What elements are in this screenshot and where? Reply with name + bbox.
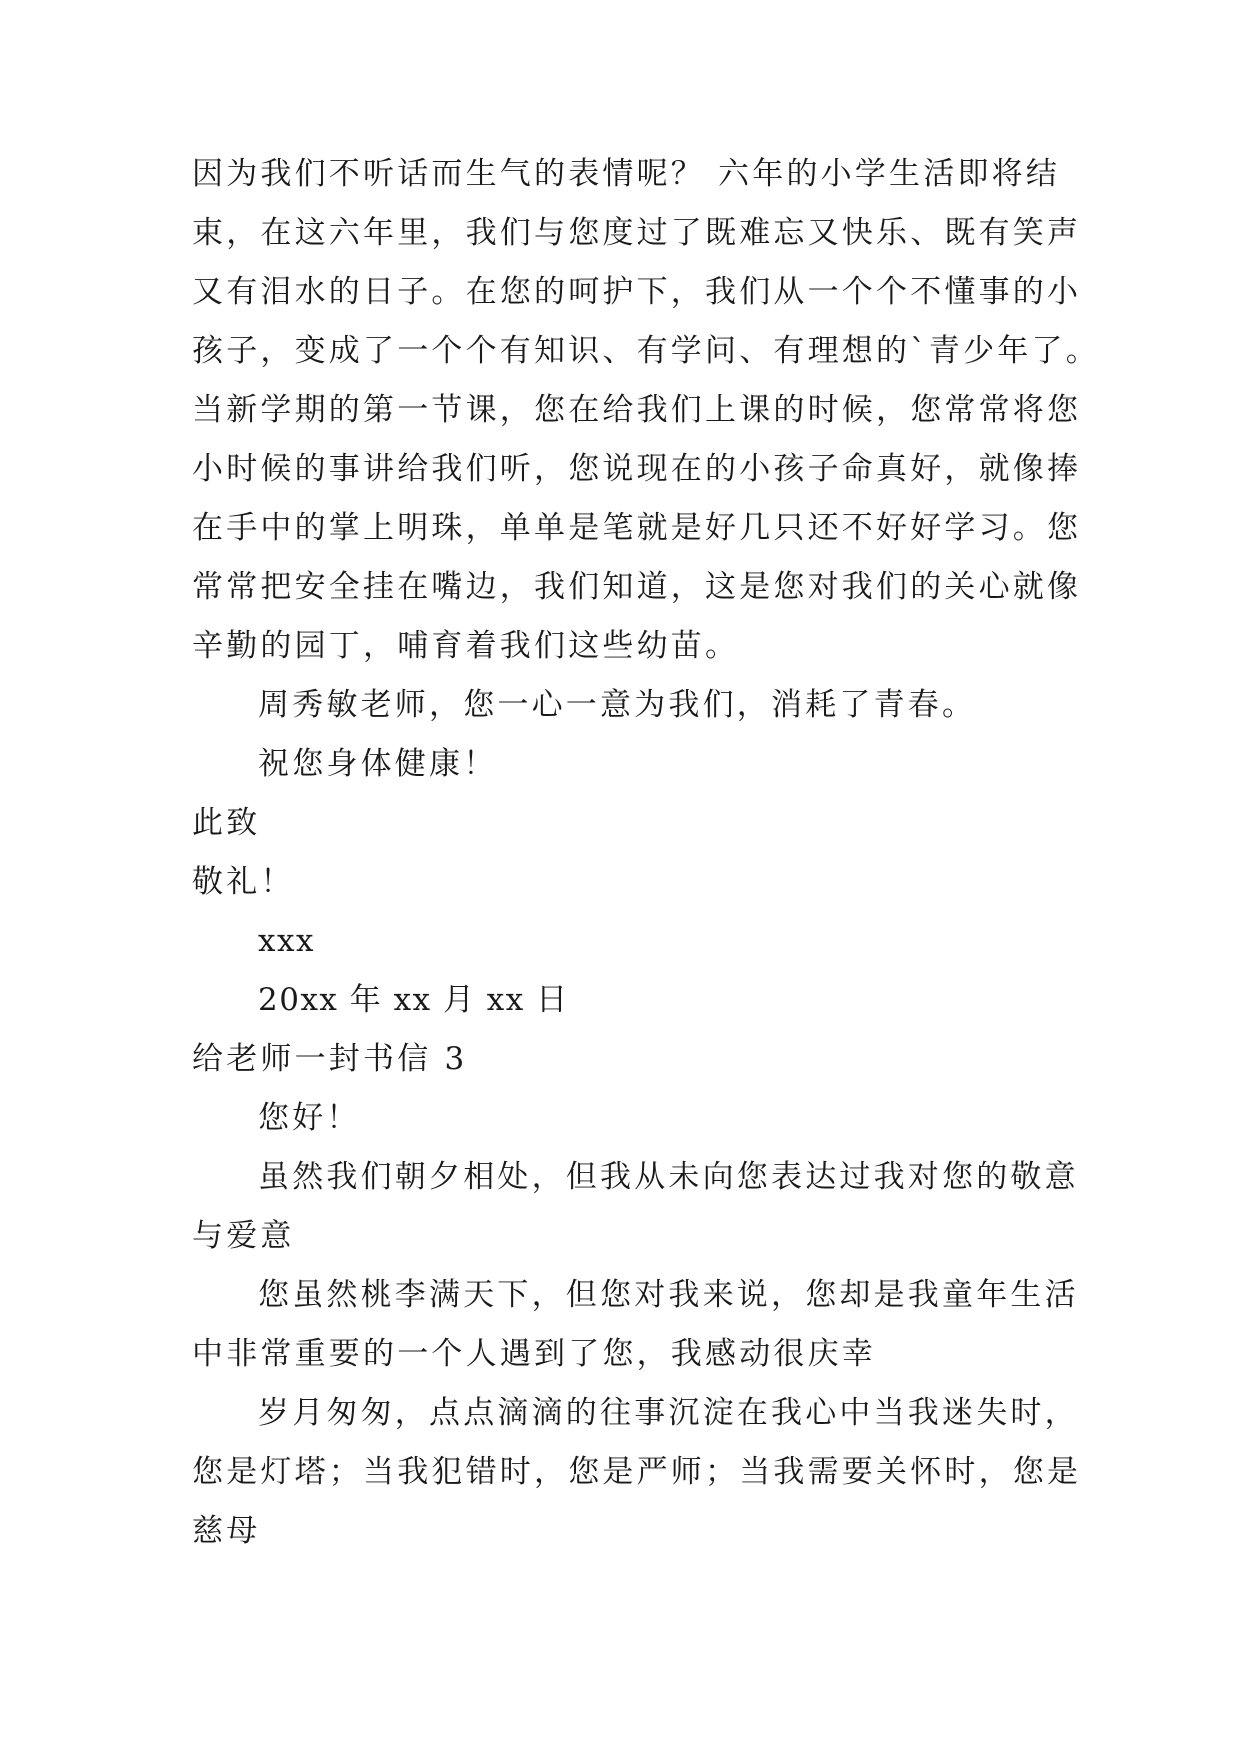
text-line: 岁月匆匆，点点滴滴的往事沉淀在我心中当我迷失时，: [258, 1395, 1079, 1431]
text-line: 因为我们不听话而生气的表情呢？ 六年的小学生活即将结: [192, 156, 1061, 192]
text-line: 在手中的掌上明珠，单单是笔就是好几只还不好好学习。您: [192, 510, 1082, 546]
text-line: 小时候的事讲给我们听，您说现在的小孩子命真好，就像捧: [192, 451, 1082, 487]
text-line: 当新学期的第一节课，您在给我们上课的时候，您常常将您: [192, 392, 1082, 428]
greeting: 您好！: [258, 1100, 361, 1136]
signature: xxx: [258, 923, 315, 959]
closing-regards: 敬礼！: [192, 864, 295, 900]
text-line: 孩子，变成了一个个有知识、有学问、有理想的`青少年了。: [192, 333, 1100, 369]
section-heading: 给老师一封书信 3: [192, 1041, 468, 1077]
text-line: 又有泪水的日子。在您的呵护下，我们从一个个不懂事的小: [192, 274, 1082, 310]
text-line: 慈母: [192, 1513, 261, 1549]
text-line: 祝您身体健康！: [258, 746, 498, 782]
text-line: 与爱意: [192, 1218, 295, 1254]
text-line: 常常把安全挂在嘴边，我们知道，这是您对我们的关心就像: [192, 569, 1082, 605]
text-line: 虽然我们朝夕相处，但我从未向您表达过我对您的敬意: [258, 1159, 1079, 1195]
date-line: 20xx 年 xx 月 xx 日: [258, 982, 569, 1018]
text-line: 束，在这六年里，我们与您度过了既难忘又快乐、既有笑声: [192, 215, 1082, 251]
text-line: 您虽然桃李满天下，但您对我来说，您却是我童年生活: [258, 1277, 1079, 1313]
text-line: 辛勤的园丁，哺育着我们这些幼苗。: [192, 628, 740, 664]
text-line: 中非常重要的一个人遇到了您，我感动很庆幸: [192, 1336, 876, 1372]
closing-salutation: 此致: [192, 805, 261, 841]
text-line: 周秀敏老师，您一心一意为我们，消耗了青春。: [258, 687, 977, 723]
text-line: 您是灯塔；当我犯错时，您是严师；当我需要关怀时，您是: [192, 1454, 1082, 1490]
